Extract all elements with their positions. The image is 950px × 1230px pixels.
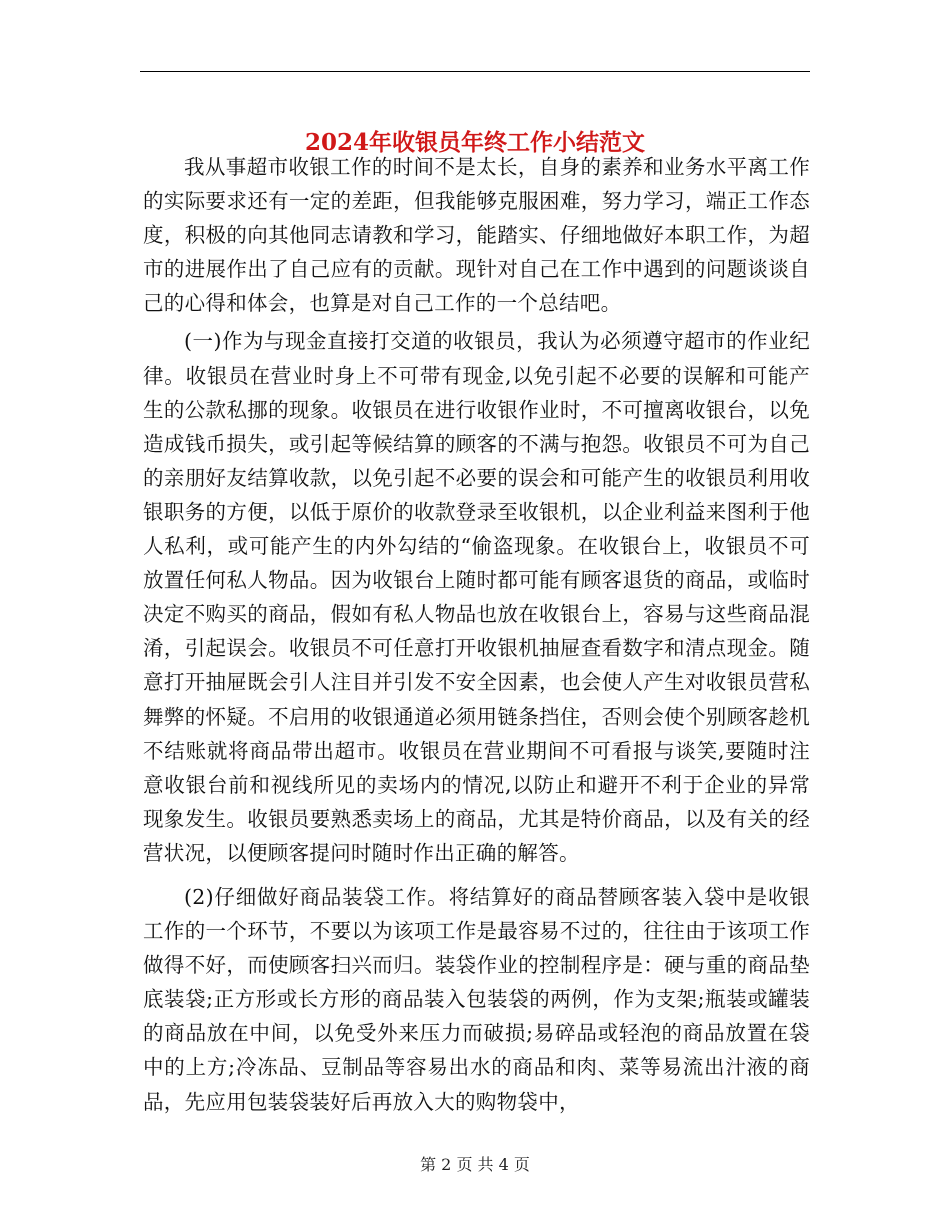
paragraph-section-1: (一)作为与现金直接打交道的收银员，我认为必须遵守超市的作业纪律。收银员在营业时身上不可带有现金,以免引起不必要的误解和可能产生的公款私挪的现象。收银员在进行收银作业时，不可擅离收银台，以免造成钱币损失，或引起等候结算的顾客的不满与抱怨。收银员不可为自己的亲朋好友结算收款，以免引起不必要的误会和可能产生的收银员利用收银职务的方便，以低于原价的收款登录至收银机，以企业利益来图利于他人私利，或可能产生的内外勾结的“偷盗现象。在收银台上，收银员不可放置任何私人物品。因为收银台上随时都可能有顾客退货的商品，或临时决定不购买的商品，假如有私人物品也放在收银台上，容易与这些商品混淆，引起误会。收银员不可任意打开收银机抽屉查看数字和清点现金。随意打开抽屉既会引人注目并引发不安全因素，也会使人产生对收银员营私舞弊的怀疑。不启用的收银通道必须用链条挡住，否则会使个别顾客趁机不结账就将商品带出超市。收银员在营业期间不可看报与谈笑,要随时注意收银台前和视线所见的卖场内的情况,以防止和避开不利于企业的异常现象发生。收银员要熟悉卖场上的商品，尤其是特价商品，以及有关的经营状况，以便顾客提问时随时作出正确的解答。 <box>143 329 810 865</box>
page-number: 第 2 页 共 4 页 <box>420 1155 530 1174</box>
paragraph-section-2: (2)仔细做好商品装袋工作。将结算好的商品替顾客装入袋中是收银工作的一个环节，不要以为该项工作是最容易不过的，往往由于该项工作做得不好，而使顾客扫兴而归。装袋作业的控制程序是：硬与重的商品垫底装袋;正方形或长方形的商品装入包装袋的两例，作为支架;瓶装或罐装的商品放在中间，以免受外来压力而破损;易碎品或轻泡的商品放置在袋中的上方;冷冻品、豆制品等容易出水的商品和肉、菜等易流出汁液的商品，先应用包装袋装好后再放入大的购物袋中， <box>143 884 810 1114</box>
document-body <box>143 150 810 1119</box>
document-title: 2024年收银员年终工作小结范文 <box>304 129 645 157</box>
paragraph-intro: 我从事超市收银工作的时间不是太长，自身的素养和业务水平离工作的实际要求还有一定的差距，但我能够克服困难，努力学习，端正工作态度，积极的向其他同志请教和学习，能踏实、仔细地做好本职工作，为超市的进展作出了自己应有的贡献。现针对自己在工作中遇到的问题谈谈自己的心得和体会，也算是对自己工作的一个总结吧。 <box>143 155 810 316</box>
header-rule <box>140 71 810 72</box>
